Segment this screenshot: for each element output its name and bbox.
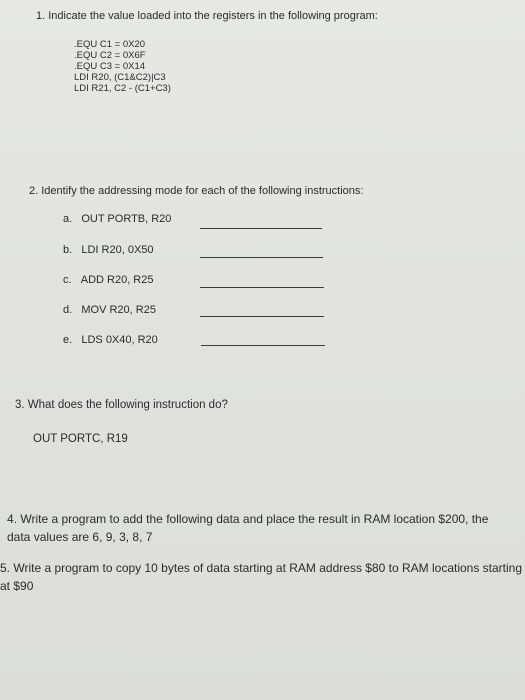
answer-blank-e[interactable]: [201, 345, 325, 346]
item-label: b.: [63, 244, 73, 256]
q2-item-b: [63, 244, 154, 256]
q3-instruction: OUT PORTC, R19: [33, 433, 128, 445]
question-1-prompt: 1. Indicate the value loaded into the registers in the following program:: [36, 10, 378, 22]
item-label: e.: [63, 334, 73, 346]
item-instruction: OUT PORTB, R20: [81, 213, 172, 225]
q1-code-line: LDI R21, C2 - (C1+C3): [74, 83, 171, 94]
question-2-prompt: 2. Identify the addressing mode for each of the following instructions:: [29, 185, 364, 197]
q2-item-d: [63, 304, 156, 316]
item-label: c.: [63, 274, 72, 286]
q1-code-line: LDI R20, (C1&C2)|C3: [74, 72, 166, 83]
question-5-prompt: 5. Write a program to copy 10 bytes of data starting at RAM address $80 to RAM locations starting at $90: [0, 561, 523, 593]
q1-code-line: .EQU C1 = 0X20: [74, 39, 146, 50]
q2-item-c: [63, 274, 154, 286]
question-3-prompt: 3. What does the following instruction do?: [15, 399, 228, 411]
answer-blank-d[interactable]: [200, 316, 324, 317]
item-instruction: ADD R20, R25: [80, 274, 154, 286]
q1-code-line: .EQU C2 = 0X6F: [74, 50, 146, 61]
q2-item-a: [63, 213, 171, 225]
item-label: a.: [63, 213, 73, 225]
question-4-prompt: 4. Write a program to add the following data and place the result in RAM location $200, the data values are 6, 9, 3, 8, 7: [7, 512, 489, 544]
item-instruction: LDS 0X40, R20: [81, 334, 158, 346]
q2-item-e: [63, 334, 158, 346]
item-instruction: MOV R20, R25: [81, 304, 156, 316]
answer-blank-c[interactable]: [200, 287, 324, 288]
answer-blank-a[interactable]: [200, 228, 322, 229]
item-instruction: LDI R20, 0X50: [81, 244, 154, 256]
item-label: d.: [63, 304, 73, 316]
q1-code-line: .EQU C3 = 0X14: [74, 61, 146, 72]
answer-blank-b[interactable]: [200, 257, 323, 258]
